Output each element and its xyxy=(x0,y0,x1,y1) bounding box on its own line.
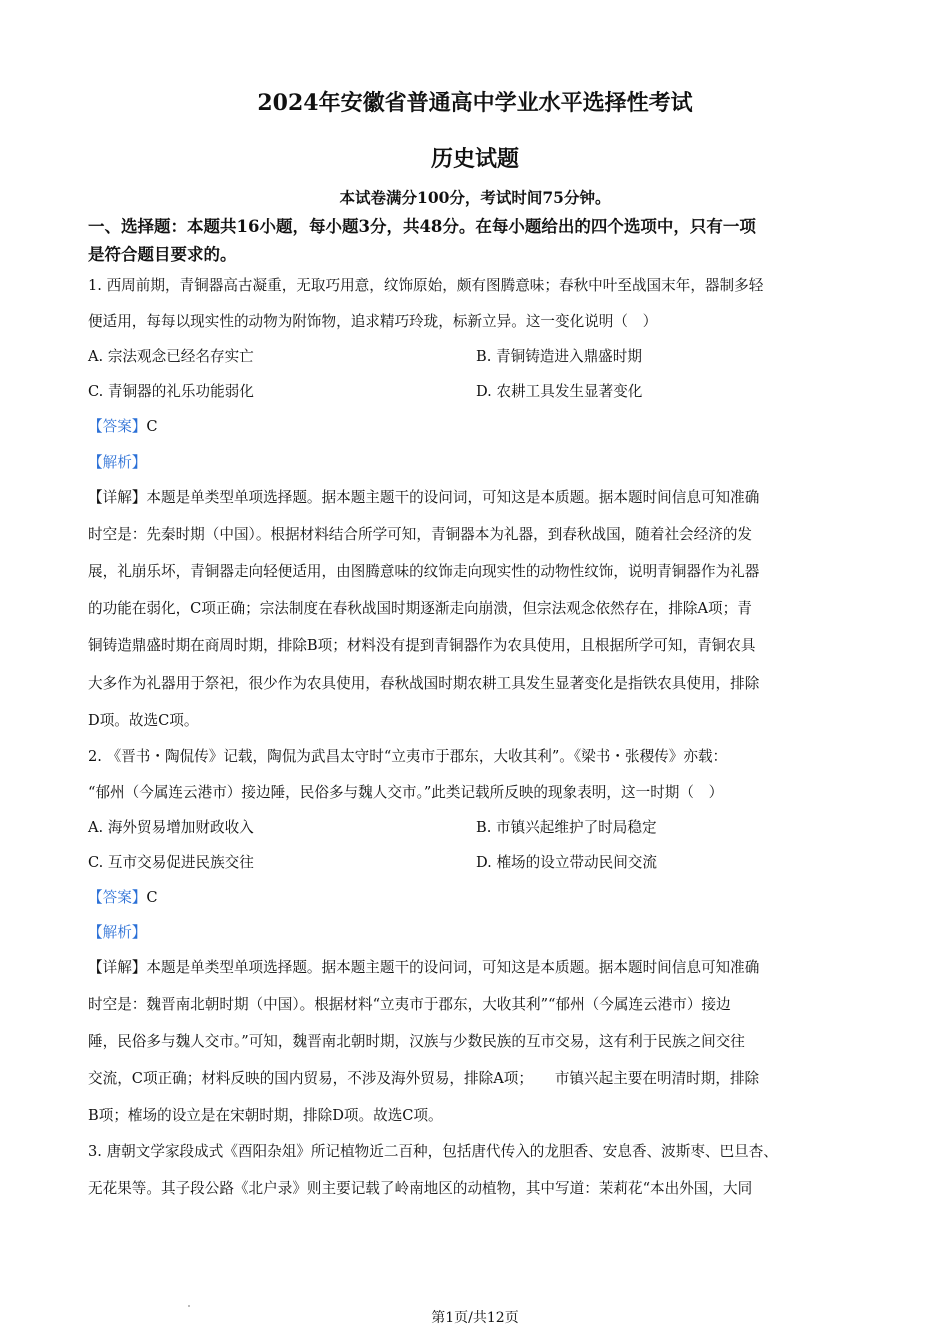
q1-analysis-tag: 【解析】 xyxy=(88,454,147,471)
q1-detail-line-1 xyxy=(88,488,878,508)
q1-answer xyxy=(88,417,878,437)
q1-option-a: A. 宗法观念已经名存实亡 xyxy=(88,348,254,365)
exam-note: 本试卷满分100分，考试时间75分钟。 xyxy=(339,188,611,207)
exam-title: 2024年安徽省普通高中学业水平选择性考试 xyxy=(257,90,693,116)
q2-detail-line-4: 交流，C项正确；材料反映的国内贸易，不涉及海外贸易，排除A项； 市镇兴起主要在明清时期，排除 xyxy=(88,1070,760,1087)
detail-text: 本题是单类型单项选择题。据本题主题干的设问词，可知这是本质题。据本题时间信息可知准确 xyxy=(146,489,760,506)
detail-tag: 【详解】 xyxy=(88,959,147,976)
q2-detail-line-3: 陲，民俗多与魏人交市。”可知，魏晋南北朝时期，汉族与少数民族的互市交易，这有利于民族之间交往 xyxy=(88,1033,745,1050)
q2-detail-line-2: 时空是：魏晋南北朝时期（中国）。根据材料“立夷市于郡东，大收其利”“郁州（今属连云港市）接边 xyxy=(88,996,731,1013)
section-heading-line-1: 一、选择题：本题共16小题，每小题3分，共48分。在每小题给出的四个选项中，只有一项 xyxy=(88,217,756,236)
page-number: 第1页/共12页 xyxy=(431,1310,519,1326)
q2-analysis-tag: 【解析】 xyxy=(88,924,147,941)
q1-detail-line-4: 的功能在弱化，C项正确；宗法制度在春秋战国时期逐渐走向崩溃，但宗法观念依然存在，排除A项；青 xyxy=(88,600,752,617)
subject-title: 历史试题 xyxy=(430,146,519,172)
q2-stem-line-2: “郁州（今属连云港市）接边陲，民俗多与魏人交市。”此类记载所反映的现象表明，这一时期（ ） xyxy=(88,784,724,801)
q1-stem-line-1: 1. 西周前期，青铜器高古凝重，无取巧用意，纹饰原始，颇有图腾意味；春秋中叶至战国末年，器制多轻 xyxy=(88,277,764,294)
section-heading-line-2: 是符合题目要求的。 xyxy=(88,245,237,264)
q2-option-b: B. 市镇兴起维护了时局稳定 xyxy=(476,819,657,836)
q2-option-d: D. 榷场的设立带动民间交流 xyxy=(476,854,657,871)
q1-option-b: B. 青铜铸造进入鼎盛时期 xyxy=(476,348,642,365)
q1-detail-line-7: D项。故选C项。 xyxy=(88,712,199,729)
q2-detail-line-1 xyxy=(88,958,878,978)
q2-detail-line-5: B项；榷场的设立是在宋朝时期，排除D项。故选C项。 xyxy=(88,1107,443,1124)
answer-tag: 【答案】 xyxy=(88,889,147,906)
q1-option-c: C. 青铜器的礼乐功能弱化 xyxy=(88,383,254,400)
q3-stem-line-2: 无花果等。其子段公路《北户录》则主要记载了岭南地区的动植物，其中写道：茉莉花“本出外国，大同 xyxy=(88,1180,753,1197)
q2-answer xyxy=(88,888,878,908)
q1-detail-line-2: 时空是：先秦时期（中国）。根据材料结合所学可知，青铜器本为礼器，到春秋战国，随着社会经济的发 xyxy=(88,526,753,543)
q2-option-a: A. 海外贸易增加财政收入 xyxy=(88,819,254,836)
detail-text: 本题是单类型单项选择题。据本题主题干的设问词，可知这是本质题。据本题时间信息可知准确 xyxy=(146,959,760,976)
q1-option-d: D. 农耕工具发生显著变化 xyxy=(476,383,643,400)
q1-stem-line-2: 便适用，每每以现实性的动物为附饰物，追求精巧玲珑，标新立异。这一变化说明（ ） xyxy=(88,313,658,330)
q3-stem-line-1: 3. 唐朝文学家段成式《酉阳杂俎》所记植物近二百种，包括唐代传入的龙胆香、安息香、波斯枣、巴旦杏、 xyxy=(88,1143,778,1160)
q1-detail-line-6: 大多作为礼器用于祭祀，很少作为农具使用，春秋战国时期农耕工具发生显著变化是指铁农具使用，排除 xyxy=(88,675,760,692)
q1-detail-line-3: 展，礼崩乐坏，青铜器走向轻便适用，由图腾意味的纹饰走向现实性的动物性纹饰，说明青铜器作为礼器 xyxy=(88,563,760,580)
q2-stem-line-1: 2. 《晋书・陶侃传》记载，陶侃为武昌太守时“立夷市于郡东，大收其利”。《梁书・张稷传》亦载： xyxy=(88,748,728,765)
answer-value: C xyxy=(146,889,158,906)
q1-detail-line-5: 铜铸造鼎盛时期在商周时期，排除B项；材料没有提到青铜器作为农具使用，且根据所学可知，青铜农具 xyxy=(88,637,756,654)
q2-option-c: C. 互市交易促进民族交往 xyxy=(88,854,254,871)
answer-value: C xyxy=(146,418,158,435)
detail-tag: 【详解】 xyxy=(88,489,147,506)
answer-tag: 【答案】 xyxy=(88,418,147,435)
